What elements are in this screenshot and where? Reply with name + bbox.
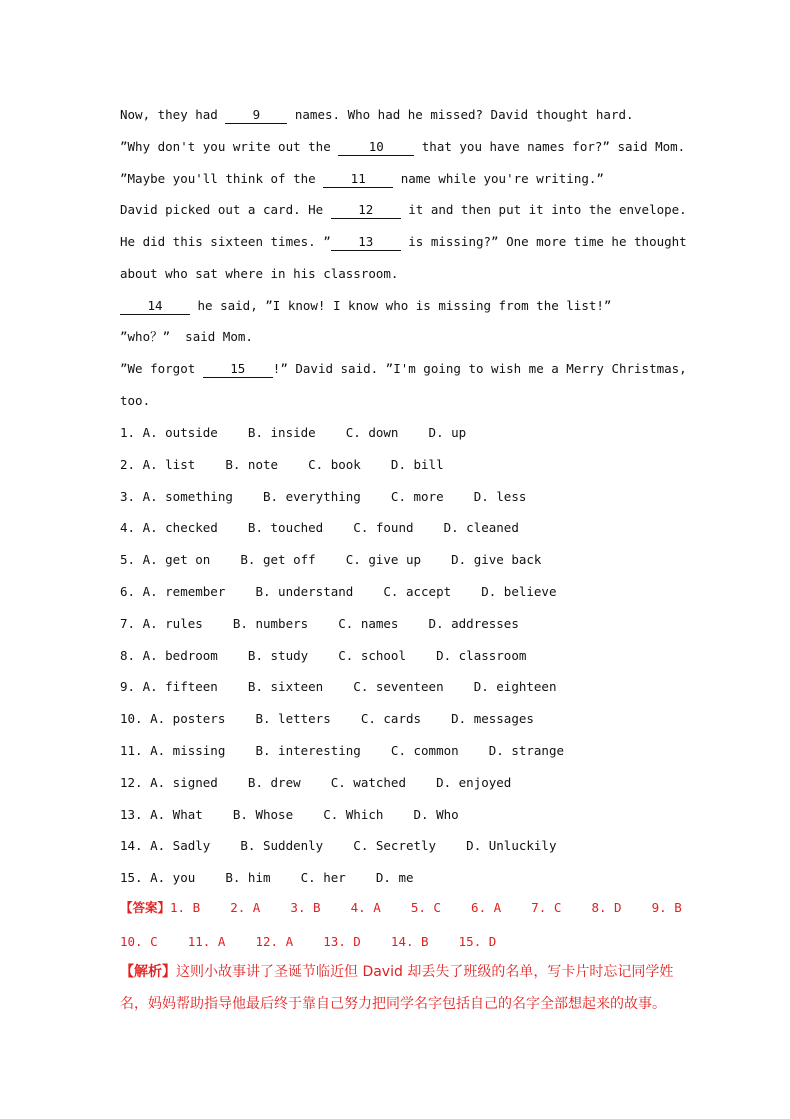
analysis-tag: 【解析】 — [120, 964, 176, 980]
question-3: 3. A. something B. everything C. more D. less — [120, 489, 527, 504]
passage-text: !” David said. ”I'm going to wish me a Merry Christmas, — [272, 361, 687, 376]
passage-line-7 — [120, 298, 611, 315]
passage-text: He did this sixteen times. ” — [120, 234, 331, 249]
passage-text: ”Maybe you'll think of the — [120, 171, 324, 186]
blank-13: 13 — [331, 234, 401, 251]
question-7: 7. A. rules B. numbers C. names D. addresses — [120, 616, 519, 631]
passage-text: ”Why don't you write out the — [120, 139, 339, 154]
question-4: 4. A. checked B. touched C. found D. cleaned — [120, 520, 519, 535]
analysis-line-2: 名，妈妈帮助指导他最后终于靠自己努力把同学名字包括自己的名字全部想起来的故事。 — [120, 996, 666, 1012]
passage-text: name while you're writing.” — [393, 171, 604, 186]
answer-line-2: 10. C 11. A 12. A 13. D 14. B 15. D — [120, 934, 497, 949]
blank-11: 11 — [323, 171, 393, 188]
question-14: 14. A. Sadly B. Suddenly C. Secretly D. Unluckily — [120, 838, 557, 853]
answer-text: 1. B 2. A 3. B 4. A 5. C 6. A 7. C 8. D 9. B — [170, 900, 682, 915]
question-13: 13. A. What B. Whose C. Which D. Who — [120, 807, 459, 822]
passage-line-5 — [120, 234, 687, 251]
blank-10: 10 — [338, 139, 414, 156]
analysis-text: 这则小故事讲了圣诞节临近但 David 却丢失了班级的名单，写卡片时忘记同学姓 — [176, 964, 674, 980]
passage-line-4 — [120, 202, 687, 219]
answer-tag: 【答案】 — [120, 900, 171, 915]
passage-line-10: too. — [120, 393, 151, 408]
passage-text: ”We forgot — [120, 361, 203, 376]
blank-12: 12 — [331, 202, 401, 219]
passage-text: David picked out a card. He — [120, 202, 331, 217]
analysis-line-1 — [120, 964, 673, 980]
passage-line-3 — [120, 171, 604, 188]
question-15: 15. A. you B. him C. her D. me — [120, 870, 414, 885]
question-12: 12. A. signed B. drew C. watched D. enjoyed — [120, 775, 512, 790]
blank-14: 14 — [120, 298, 190, 315]
passage-text: Now, they had — [120, 107, 226, 122]
passage-line-1 — [120, 107, 634, 124]
question-10: 10. A. posters B. letters C. cards D. messages — [120, 711, 534, 726]
question-8: 8. A. bedroom B. study C. school D. classroom — [120, 648, 527, 663]
passage-line-2 — [120, 139, 685, 156]
answer-line-1 — [120, 900, 682, 916]
question-1: 1. A. outside B. inside C. down D. up — [120, 425, 467, 440]
question-9: 9. A. fifteen B. sixteen C. seventeen D. eighteen — [120, 679, 557, 694]
question-6: 6. A. remember B. understand C. accept D. believe — [120, 584, 557, 599]
passage-text: that you have names for?” said Mom. — [414, 139, 686, 154]
passage-text: names. Who had he missed? David thought hard. — [287, 107, 634, 122]
passage-text: it and then put it into the envelope. — [400, 202, 687, 217]
question-2: 2. A. list B. note C. book D. bill — [120, 457, 444, 472]
passage-text: is missing?” One more time he thought — [400, 234, 687, 249]
blank-9: 9 — [225, 107, 287, 124]
passage-line-6: about who sat where in his classroom. — [120, 266, 399, 281]
passage-text: he said, ”I know! I know who is missing from the list!” — [190, 298, 612, 313]
question-11: 11. A. missing B. interesting C. common D. strange — [120, 743, 565, 758]
passage-line-8: ”who？” said Mom. — [120, 329, 253, 344]
question-5: 5. A. get on B. get off C. give up D. give back — [120, 552, 542, 567]
blank-15: 15 — [203, 361, 273, 378]
passage-line-9 — [120, 361, 687, 378]
